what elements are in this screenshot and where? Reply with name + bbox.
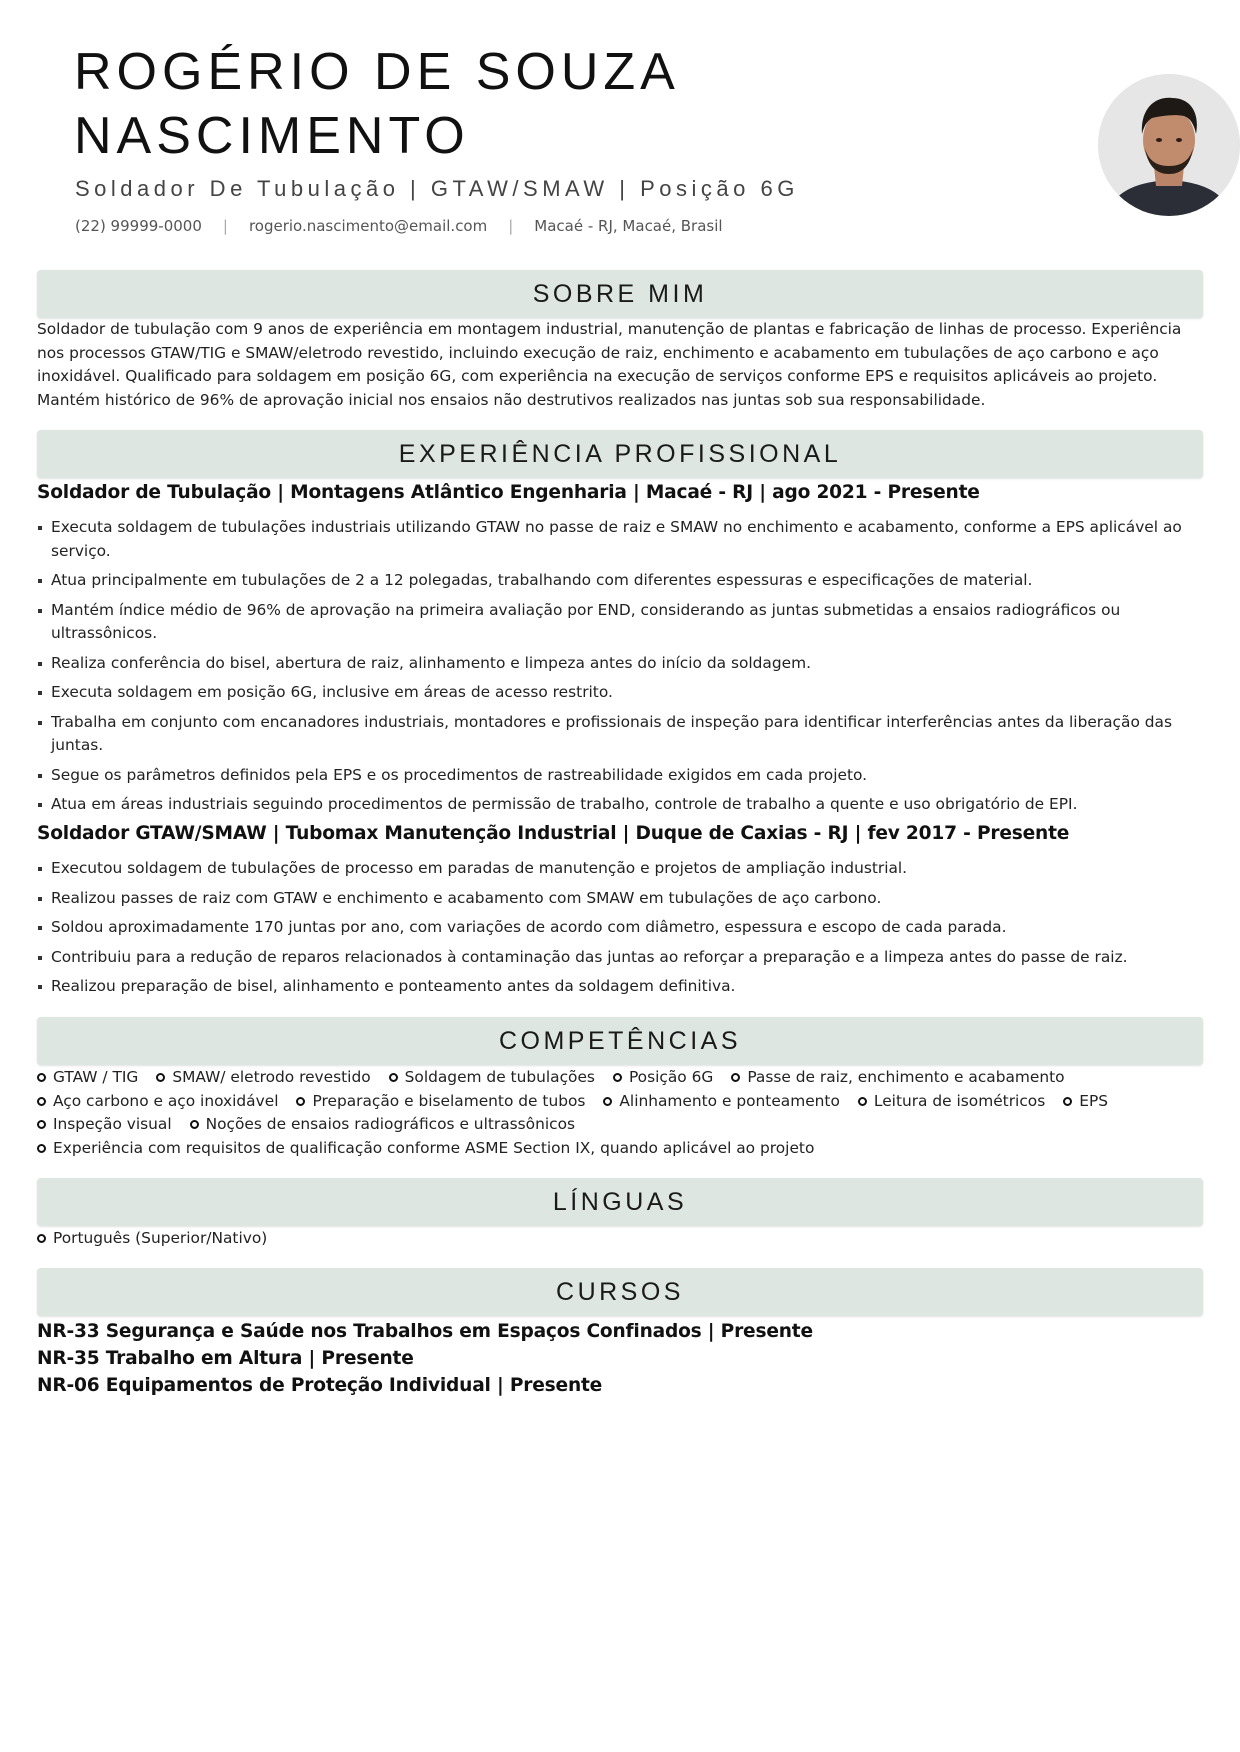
skills-list	[37, 1066, 1203, 1160]
contact-separator: |	[222, 217, 228, 235]
courses-list	[37, 1318, 1203, 1399]
skill-item: GTAW / TIG	[37, 1066, 138, 1090]
section-heading-courses: CURSOS	[37, 1268, 1203, 1316]
skill-item: Inspeção visual	[37, 1113, 172, 1137]
circle-bullet-icon	[731, 1073, 740, 1082]
skill-item: EPS	[1063, 1090, 1108, 1114]
circle-bullet-icon	[296, 1097, 305, 1106]
list-item: Segue os parâmetros definidos pela EPS e os procedimentos de rastreabilidade exigidos em cada projeto.	[37, 764, 1203, 788]
list-item: Realiza conferência do bisel, abertura de raiz, alinhamento e limpeza antes do início da soldagem.	[37, 652, 1203, 676]
circle-bullet-icon	[37, 1120, 46, 1129]
list-item: Contribuiu para a redução de reparos relacionados à contaminação das juntas ao reforçar a preparação e a limpeza antes do passe de raiz.	[37, 946, 1203, 970]
circle-bullet-icon	[858, 1097, 867, 1106]
job-bullets	[37, 857, 1203, 999]
email-address: rogerio.nascimento@email.com	[248, 217, 488, 235]
list-item: Executou soldagem de tubulações de processo em paradas de manutenção e projetos de ampliação industrial.	[37, 857, 1203, 881]
skill-item: Noções de ensaios radiográficos e ultrassônicos	[190, 1113, 575, 1137]
circle-bullet-icon	[190, 1120, 199, 1129]
skill-item: Leitura de isométricos	[858, 1090, 1045, 1114]
section-heading-languages: LÍNGUAS	[37, 1178, 1203, 1226]
contact-separator: |	[508, 217, 514, 235]
list-item: Executa soldagem de tubulações industriais utilizando GTAW no passe de raiz e SMAW no enchimento e acabamento, conforme a EPS aplicável ao serviço.	[37, 516, 1203, 563]
skill-item: Passe de raiz, enchimento e acabamento	[731, 1066, 1064, 1090]
circle-bullet-icon	[156, 1073, 165, 1082]
profile-photo	[1098, 74, 1240, 216]
skill-item: Aço carbono e aço inoxidável	[37, 1090, 278, 1114]
job-title: Soldador de Tubulação | Montagens Atlântico Engenharia | Macaé - RJ | ago 2021 - Presente	[37, 482, 980, 503]
course-item: NR-33 Segurança e Saúde nos Trabalhos em Espaços Confinados | Presente	[37, 1321, 813, 1342]
resume-header	[37, 0, 1203, 262]
skill-item: Posição 6G	[613, 1066, 713, 1090]
list-item: Atua principalmente em tubulações de 2 a 12 polegadas, trabalhando com diferentes espessuras e especificações de material.	[37, 569, 1203, 593]
skill-item: Experiência com requisitos de qualificação conforme ASME Section IX, quando aplicável ao projeto	[37, 1137, 814, 1161]
list-item: Atua em áreas industriais seguindo procedimentos de permissão de trabalho, controle de trabalho a quente e uso obrigatório de EPI.	[37, 793, 1203, 817]
experience-entry-1	[37, 481, 1203, 823]
about-text: Soldador de tubulação com 9 anos de experiência em montagem industrial, manutenção de plantas e fabricação de linhas de processo. Experiência nos processos GTAW/TIG e SMAW/eletrodo revestido, incluindo execução de raiz, enchimento e acabamento em tubulações de aço carbono e aço inoxidável. Qualificado para soldagem em posição 6G, com experiência na execução de serviços conforme EPS e requisitos aplicáveis ao projeto. Mantém histórico de 96% de aprovação inicial nos ensaios não destrutivos realizados nas juntas sob sua responsabilidade.	[37, 320, 1182, 409]
candidate-name	[74, 40, 974, 168]
circle-bullet-icon	[37, 1234, 46, 1243]
section-heading-about: SOBRE MIM	[37, 270, 1203, 318]
circle-bullet-icon	[37, 1097, 46, 1106]
skill-item: Alinhamento e ponteamento	[603, 1090, 839, 1114]
circle-bullet-icon	[613, 1073, 622, 1082]
circle-bullet-icon	[1063, 1097, 1072, 1106]
experience-entry-2	[37, 822, 1203, 1005]
phone-number: (22) 99999-0000	[75, 217, 202, 235]
section-heading-experience: EXPERIÊNCIA PROFISSIONAL	[37, 430, 1203, 478]
skill-item: SMAW/ eletrodo revestido	[156, 1066, 370, 1090]
section-heading-skills: COMPETÊNCIAS	[37, 1017, 1203, 1065]
circle-bullet-icon	[37, 1144, 46, 1153]
course-item: NR-35 Trabalho em Altura | Presente	[37, 1348, 414, 1369]
job-title: Soldador GTAW/SMAW | Tubomax Manutenção Industrial | Duque de Caxias - RJ | fev 2017 - Presente	[37, 823, 1070, 844]
list-item: Realizou preparação de bisel, alinhamento e ponteamento antes da soldagem definitiva.	[37, 975, 1203, 999]
contact-info	[75, 217, 723, 235]
skill-item: Preparação e biselamento de tubos	[296, 1090, 585, 1114]
list-item: Executa soldagem em posição 6G, inclusive em áreas de acesso restrito.	[37, 681, 1203, 705]
candidate-name-line-1: ROGÉRIO DE SOUZA	[74, 43, 680, 101]
candidate-name-line-2: NASCIMENTO	[74, 107, 470, 165]
list-item: Mantém índice médio de 96% de aprovação na primeira avaliação por END, considerando as juntas submetidas a ensaios radiográficos ou ultrassônicos.	[37, 599, 1203, 646]
circle-bullet-icon	[389, 1073, 398, 1082]
circle-bullet-icon	[37, 1073, 46, 1082]
skill-item: Soldagem de tubulações	[389, 1066, 595, 1090]
course-item: NR-06 Equipamentos de Proteção Individual | Presente	[37, 1375, 603, 1396]
list-item: Trabalha em conjunto com encanadores industriais, montadores e profissionais de inspeção para identificar interferências antes da liberação das juntas.	[37, 711, 1203, 758]
location: Macaé - RJ, Macaé, Brasil	[534, 217, 723, 235]
languages-list	[37, 1227, 1203, 1251]
circle-bullet-icon	[603, 1097, 612, 1106]
language-item: Português (Superior/Nativo)	[37, 1227, 267, 1251]
job-headline: Soldador De Tubulação | GTAW/SMAW | Posição 6G	[75, 176, 799, 201]
list-item: Realizou passes de raiz com GTAW e enchimento e acabamento com SMAW em tubulações de aço carbono.	[37, 887, 1203, 911]
job-bullets	[37, 516, 1203, 817]
list-item: Soldou aproximadamente 170 juntas por ano, com variações de acordo com diâmetro, espessura e escopo de cada parada.	[37, 916, 1203, 940]
avatar	[1098, 74, 1240, 216]
